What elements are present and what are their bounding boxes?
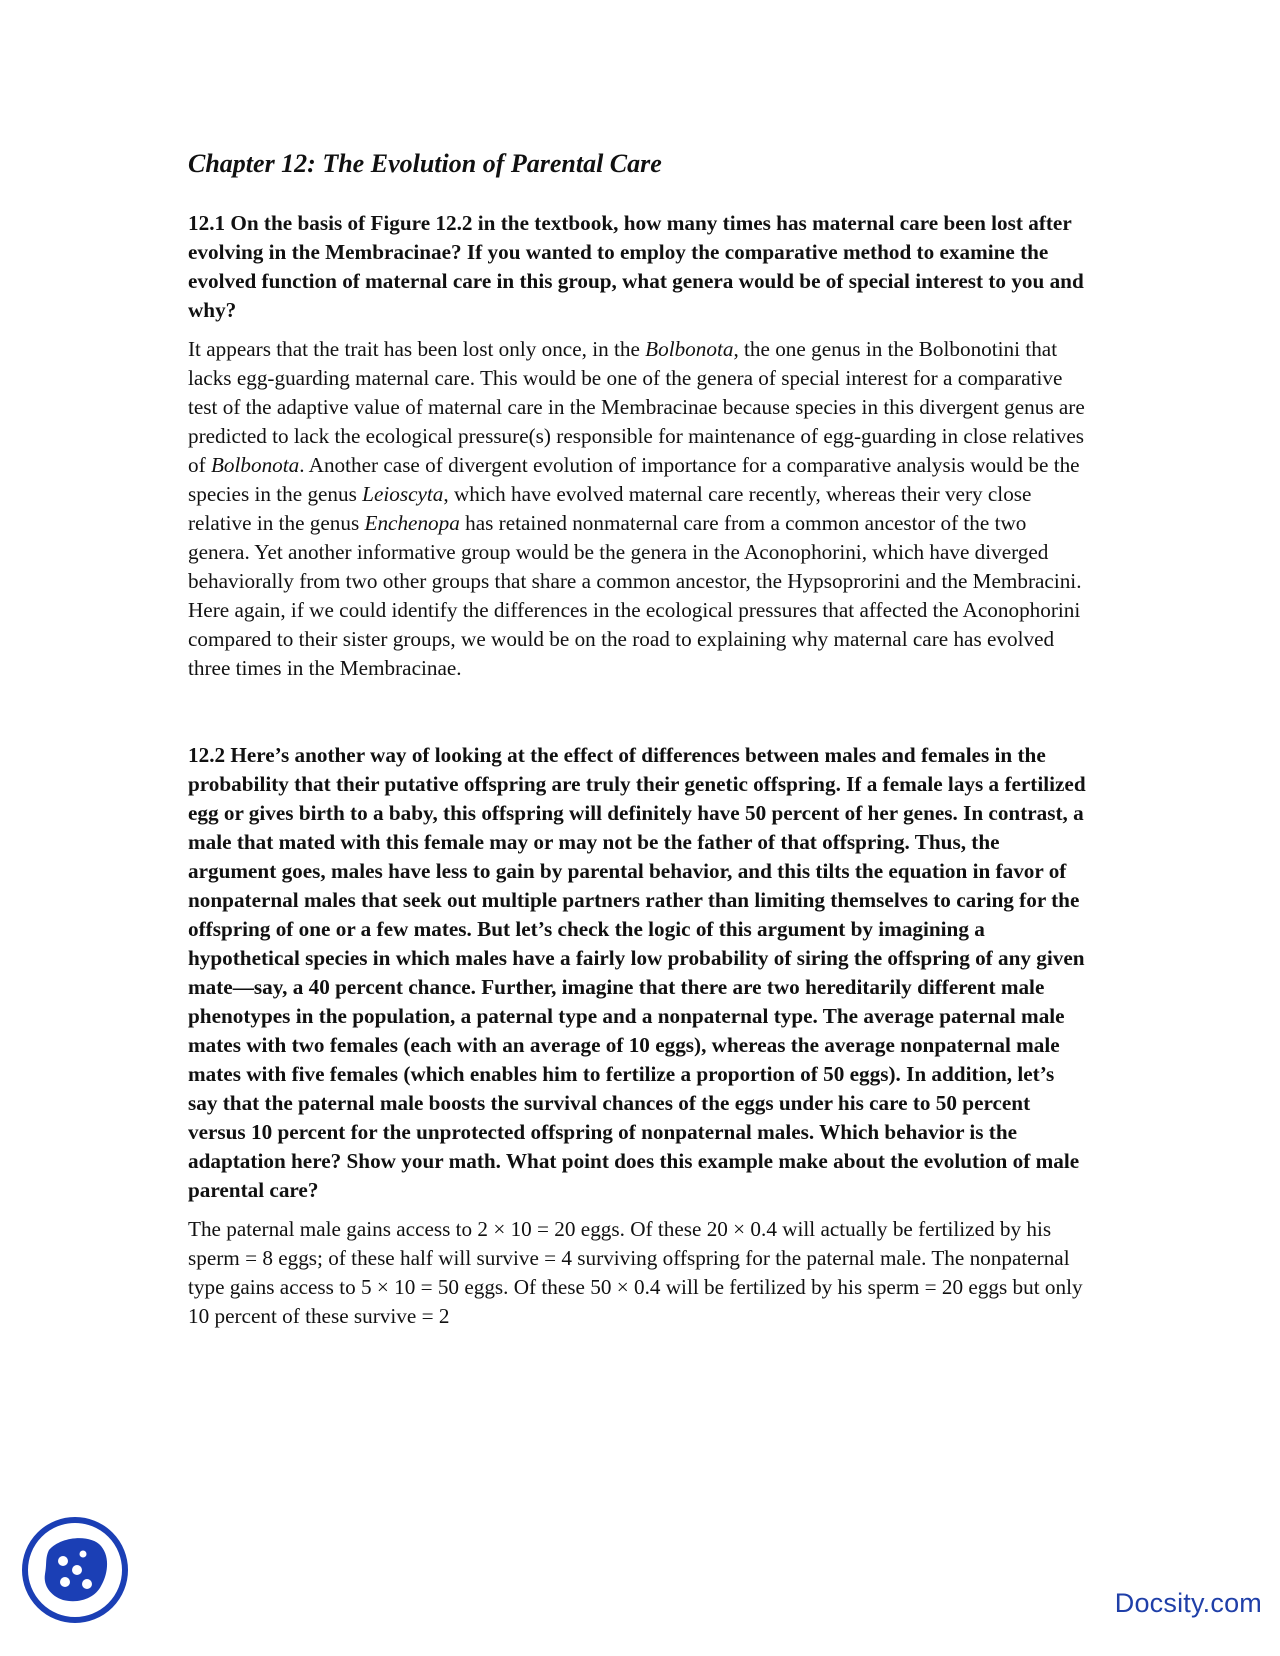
answer-12-1 <box>188 335 1088 683</box>
docsity-logo-graphic <box>21 1516 129 1624</box>
docsity-logo-icon[interactable] <box>21 1516 129 1624</box>
chapter-title: Chapter 12: The Evolution of Parental Care <box>188 149 662 178</box>
question-12-1: 12.1 On the basis of Figure 12.2 in the textbook, how many times has maternal care been lost after evolving in the Membracinae? If you wanted to employ the comparative method to examine the evolved function of maternal care in this group, what genera would be of special interest to you and why? <box>188 211 1084 323</box>
answer-text: , the one genus in the Bolbonotini that lacks egg-guarding maternal care. This would be one of the genera of special interest for a comparative test of the adaptive value of maternal care in the Membracinae because species in this divergent genus are predicted to lack the ecological pressure(s) responsible for maintenance of egg-guarding in close relatives of <box>188 337 1085 478</box>
answer-text: . Another case of divergent evolution of importance for a comparative analysis would be the species in the genus <box>188 453 1080 507</box>
answer-text: has retained nonmaternal care from a common ancestor of the two genera. Yet another informative group would be the genera in the Aconophorini, which have diverged behaviorally from two other groups that share a common ancestor, the Hypsoprorini and the Membracini. Here again, if we could identify the differences in the ecological pressures that affected the Aconophorini compared to their sister groups, we would be on the road to explaining why maternal care has evolved three times in the Membracinae. <box>188 511 1082 681</box>
answer-text: , which have evolved maternal care recently, whereas their very close relative in the genus <box>188 482 1032 536</box>
answer-12-2: The paternal male gains access to 2 × 10 = 20 eggs. Of these 20 × 0.4 will actually be fertilized by his sperm = 8 eggs; of these half will survive = 4 surviving offspring for the paternal male. The nonpaternal type gains access to 5 × 10 = 50 eggs. Of these 50 × 0.4 will be fertilized by his sperm = 20 eggs but only 10 percent of these survive = 2 <box>188 1217 1083 1329</box>
genus-name: Enchenopa <box>364 511 460 536</box>
section-spacer <box>188 683 1088 741</box>
genus-name: Bolbonota <box>210 453 300 478</box>
genus-name: Bolbonota <box>645 337 734 362</box>
document-page <box>188 148 1088 1331</box>
docsity-brand-link[interactable]: Docsity.com <box>1114 1588 1262 1618</box>
answer-text: It appears that the trait has been lost only once, in the <box>188 337 646 362</box>
genus-name: Leioscyta <box>362 482 444 507</box>
question-12-2: 12.2 Here’s another way of looking at the effect of differences between males and females in the probability that their putative offspring are truly their genetic offspring. If a female lays a fertilized egg or gives birth to a baby, this offspring will definitely have 50 percent of her genes. In contrast, a male that mated with this female may or may not be the father of that offspring. Thus, the argument goes, males have less to gain by parental behavior, and this tilts the equation in favor of nonpaternal males that seek out multiple partners rather than limiting themselves to caring for the offspring of one or a few mates. But let’s check the logic of this argument by imagining a hypothetical species in which males have a fairly low probability of siring the offspring of any given mate—say, a 40 percent chance. Further, imagine that there are two hereditarily different male phenotypes in the population, a paternal type and a nonpaternal type. The average paternal male mates with two females (each with an average of 10 eggs), whereas the average nonpaternal male mates with five females (which enables him to fertilize a proportion of 50 eggs). In addition, let’s say that the paternal male boosts the survival chances of the eggs under his care to 50 percent versus 10 percent for the unprotected offspring of nonpaternal males. Which behavior is the adaptation here? Show your math. What point does this example make about the evolution of male parental care? <box>188 743 1086 1203</box>
